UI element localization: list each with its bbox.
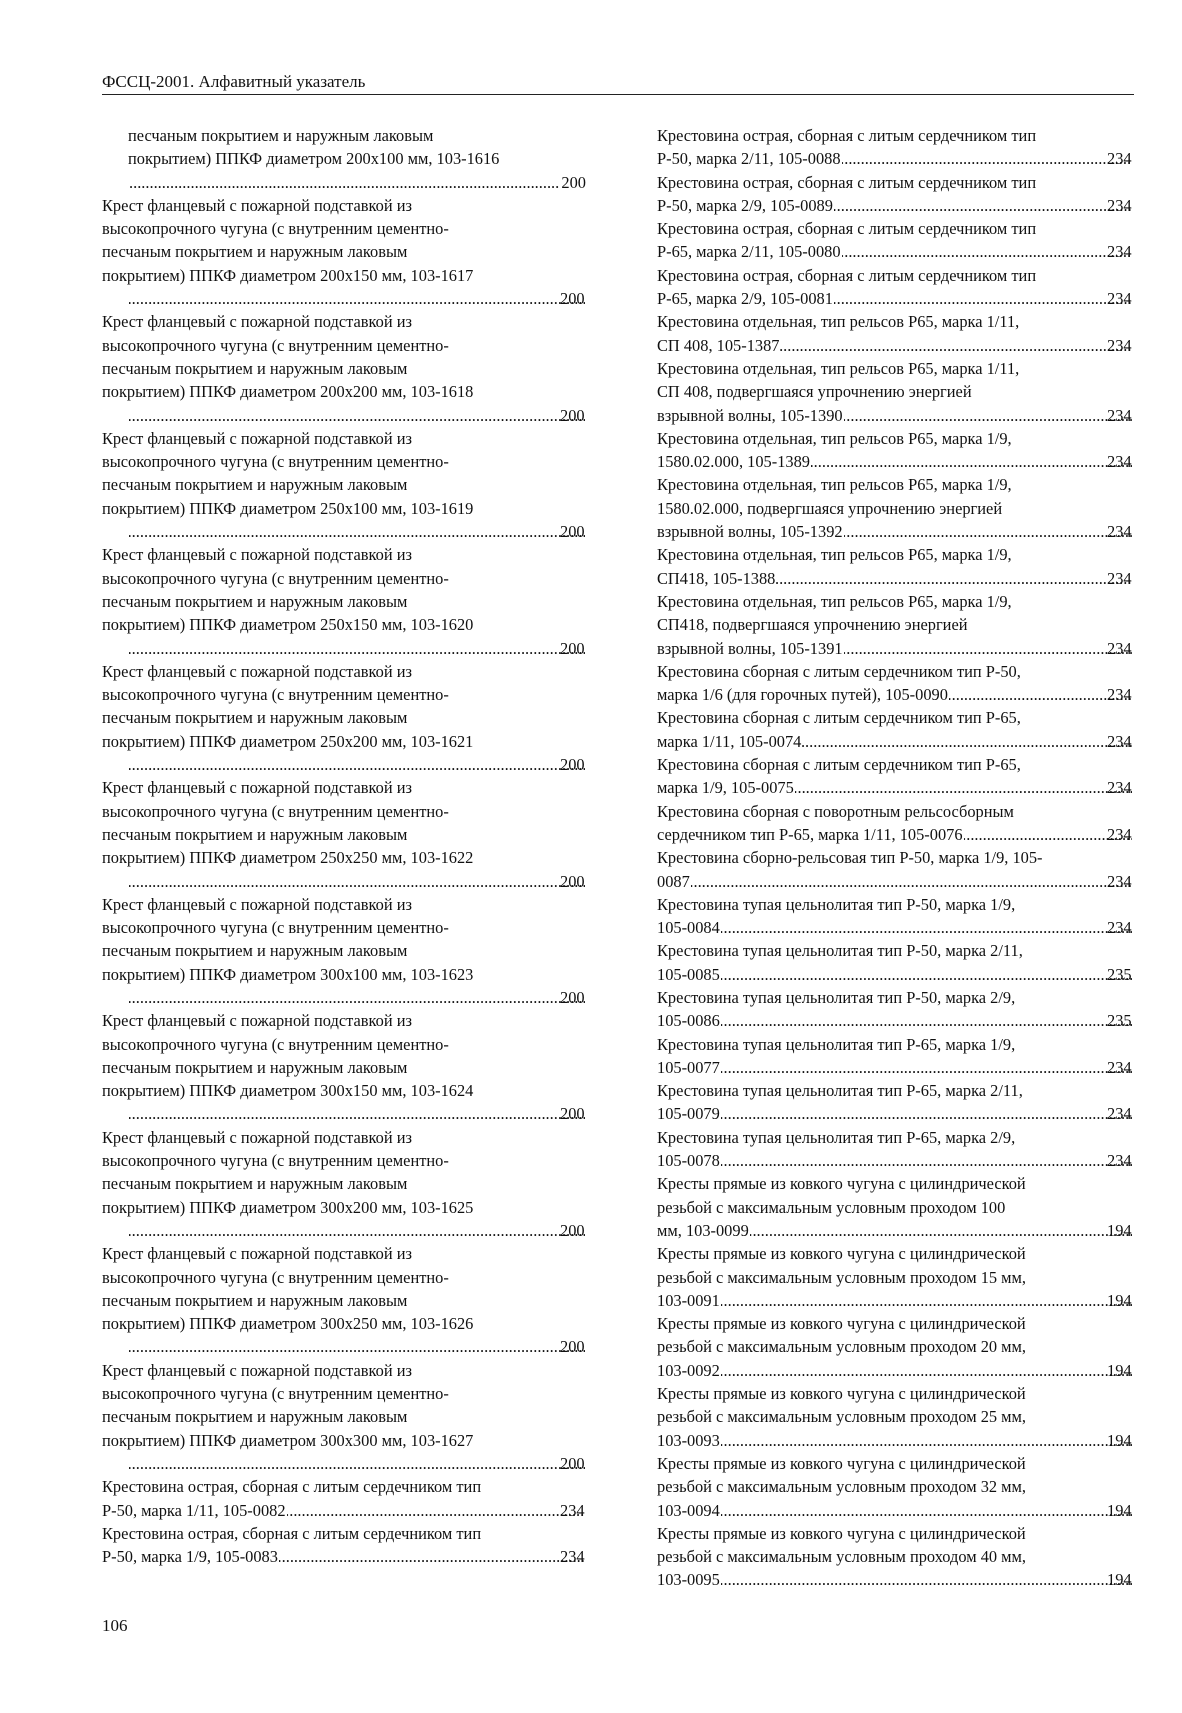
dot-leader [129,753,585,776]
entry-tail-text: взрывной волны, 105-1390 [657,405,843,425]
dot-leader [721,1102,1132,1125]
index-entry [657,800,1133,847]
entry-tail-text: 1580.02.000, 105-1389 [657,452,810,472]
entry-tail-text: 103-0091 [657,1290,720,1310]
entry-line: покрытием) ППКФ диаметром 300х100 мм, 103-1623 [102,964,474,984]
entry-line: песчаным покрытием и наружным лаковым [102,475,408,495]
entry-tail-text: 103-0095 [657,1570,720,1590]
entry-leader-line: 105-0086 ..... 235 [683,1009,1133,1032]
entry-line: Кресты прямые из ковкого чугуна с цилиндрической [657,1174,1026,1194]
entry-tail-text: Р-65, марка 2/11, 105-0080 [657,242,841,262]
dot-leader [834,287,1132,310]
entry-line: Крестовина отдельная, тип рельсов Р65, марка 1/9, [657,475,1012,495]
entry-line: Крест фланцевый с пожарной подставкой из [102,428,412,448]
dot-leader [721,916,1132,939]
entry-tail-text: Р-50, марка 1/11, 105-0082 [102,1500,286,1520]
entry-leader-line: Р-65, марка 2/9, 105-0081 ..... 234 [683,287,1133,310]
index-entry [657,264,1133,311]
index-entry [657,893,1133,940]
entry-line: высокопрочного чугуна (с внутренним цементно- [102,219,449,239]
entry-line: высокопрочного чугуна (с внутренним цементно- [102,801,449,821]
entry-line: покрытием) ППКФ диаметром 200х100 мм, 103-1616 [128,149,500,169]
index-entry [657,473,1133,543]
entry-leader-line: сердечником тип Р-65, марка 1/11, 105-0076 ..... 234 [683,823,1133,846]
index-entry [102,1009,586,1125]
entry-line: Крестовина сборная с литым сердечником тип Р-50, [657,661,1021,681]
index-entry [657,124,1133,171]
index-entry [102,893,586,1009]
dot-leader [750,1219,1132,1242]
entry-leader-line: ..... 200 [128,870,586,893]
dot-leader [129,520,585,543]
index-entry [657,939,1133,986]
entry-leader-line: марка 1/6 (для горочных путей), 105-0090 ..... 234 [683,683,1133,706]
entry-line: покрытием) ППКФ диаметром 250х150 мм, 103-1620 [102,615,474,635]
entry-tail-text: взрывной волны, 105-1392 [657,522,843,542]
entry-line: высокопрочного чугуна (с внутренним цементно- [102,685,449,705]
entry-leader-line: ..... 200 [128,753,586,776]
dot-leader [776,567,1132,590]
entry-line: песчаным покрытием и наружным лаковым [102,941,408,961]
entry-leader-line: ..... 200 [128,1219,586,1242]
page-title: ФССЦ-2001. Алфавитный указатель [102,72,366,91]
dot-leader [795,776,1132,799]
entry-tail-text: мм, 103-0099 [657,1220,749,1240]
index-entry [657,1079,1133,1126]
page-number: 106 [102,1616,128,1635]
entry-tail-text: марка 1/6 (для горочных путей), 105-0090 [657,685,948,705]
entry-line: резьбой с максимальным условным проходом 100 [657,1197,1006,1217]
dot-leader [691,870,1132,893]
index-entry [657,660,1133,707]
entry-leader-line: ..... 200 [128,1452,586,1475]
entry-leader-line: 103-0092 ..... 194 [683,1359,1133,1382]
entry-line: песчаным покрытием и наружным лаковым [102,242,408,262]
index-entry [102,310,586,426]
entry-line: СП418, подвергшаяся упрочнению энергией [657,615,968,635]
index-entry [657,1312,1133,1382]
entry-leader-line: марка 1/9, 105-0075 ..... 234 [683,776,1133,799]
dot-leader [129,1452,585,1475]
index-entry [657,1172,1133,1242]
dot-leader [949,683,1132,706]
entry-line: резьбой с максимальным условным проходом 20 мм, [657,1337,1027,1357]
dot-leader [129,637,585,660]
entry-tail-text: сердечником тип Р-65, марка 1/11, 105-0076 [657,824,963,844]
entry-leader-line: 103-0095 ..... 194 [683,1568,1133,1591]
entry-line: высокопрочного чугуна (с внутренним цементно- [102,335,449,355]
entry-line: Крест фланцевый с пожарной подставкой из [102,894,412,914]
entry-line: резьбой с максимальным условным проходом 25 мм, [657,1407,1027,1427]
entry-line: покрытием) ППКФ диаметром 300х300 мм, 103-1627 [102,1430,474,1450]
entry-line: Крест фланцевый с пожарной подставкой из [102,312,412,332]
entry-line: Крестовина острая, сборная с литым сердечником тип [102,1523,482,1543]
entry-line: Крестовина острая, сборная с литым сердечником тип [657,172,1037,192]
entry-tail-text: 103-0093 [657,1430,720,1450]
dot-leader [844,637,1132,660]
entry-line: резьбой с максимальным условным проходом 40 мм, [657,1547,1027,1567]
entry-leader-line: Р-50, марка 1/9, 105-0083 ..... 234 [128,1545,586,1568]
entry-line: Крест фланцевый с пожарной подставкой из [102,1011,412,1031]
dot-leader [721,1568,1132,1591]
entry-tail-text: марка 1/9, 105-0075 [657,778,794,798]
entry-leader-line: ..... 200 [128,1102,586,1125]
entry-line: покрытием) ППКФ диаметром 250х200 мм, 103-1621 [102,731,474,751]
dot-leader [129,404,585,427]
page-header [102,72,1134,95]
entry-leader-line: Р-50, марка 2/11, 105-0088 ..... 234 [683,147,1133,170]
index-entry [657,1033,1133,1080]
entry-line: песчаным покрытием и наружным лаковым [102,591,408,611]
dot-leader [129,986,585,1009]
entry-leader-line: ..... 200 [128,404,586,427]
entry-line: Крест фланцевый с пожарной подставкой из [102,1360,412,1380]
entry-leader-line: ..... 200 [128,287,586,310]
index-entry [657,1382,1133,1452]
entry-leader-line: ..... 200 [128,986,586,1009]
dot-leader [721,1056,1132,1079]
index-entry [102,776,586,892]
entry-line: покрытием) ППКФ диаметром 300х200 мм, 103-1625 [102,1197,474,1217]
index-entry [657,217,1133,264]
entry-line: высокопрочного чугуна (с внутренним цементно- [102,1384,449,1404]
dot-leader [721,1149,1132,1172]
entry-line: Крестовина тупая цельнолитая тип Р-65, марка 2/9, [657,1127,1016,1147]
entry-line: Кресты прямые из ковкого чугуна с цилиндрической [657,1384,1026,1404]
entry-line: резьбой с максимальным условным проходом 32 мм, [657,1477,1027,1497]
dot-leader [842,240,1132,263]
dot-leader [279,1545,585,1568]
entry-leader-line: 103-0093 ..... 194 [683,1429,1133,1452]
index-entry [657,590,1133,660]
entry-line: песчаным покрытием и наружным лаковым [102,1174,408,1194]
entry-line: Крестовина тупая цельнолитая тип Р-50, марка 1/9, [657,894,1016,914]
entry-tail-text: 105-0085 [657,964,720,984]
entry-line: песчаным покрытием и наружным лаковым [102,824,408,844]
entry-leader-line: мм, 103-0099 ..... 194 [683,1219,1133,1242]
entry-line: Крестовина сборная с литым сердечником тип Р-65, [657,708,1021,728]
entry-line: Крест фланцевый с пожарной подставкой из [102,1244,412,1264]
entry-line: Крест фланцевый с пожарной подставкой из [102,778,412,798]
entry-line: Крестовина отдельная, тип рельсов Р65, марка 1/11, [657,358,1020,378]
dot-leader [834,194,1132,217]
index-entry [102,1242,586,1358]
entry-tail-text: СП 408, 105-1387 [657,335,780,355]
entry-leader-line: марка 1/11, 105-0074 ..... 234 [683,730,1133,753]
dot-leader [844,520,1132,543]
entry-leader-line: 103-0094 ..... 194 [683,1499,1133,1522]
entry-leader-line: ..... 200 [128,1335,586,1358]
dot-leader [129,171,560,194]
entry-line: покрытием) ППКФ диаметром 250х250 мм, 103-1622 [102,848,474,868]
index-entry [102,427,586,543]
entry-line: Крестовина острая, сборная с литым сердечником тип [657,126,1037,145]
entry-leader-line: 103-0091 ..... 194 [683,1289,1133,1312]
entry-line: Крестовина острая, сборная с литым сердечником тип [657,219,1037,239]
index-column-right [657,124,1133,1592]
entry-line: высокопрочного чугуна (с внутренним цементно- [102,1267,449,1287]
entry-line: высокопрочного чугуна (с внутренним цементно- [102,918,449,938]
index-entry [102,543,586,659]
entry-tail-text: 105-0078 [657,1151,720,1171]
index-column-left [102,124,586,1568]
entry-leader-line: 1580.02.000, 105-1389 ..... 234 [683,450,1133,473]
dot-leader [811,450,1132,473]
entry-leader-line: Р-50, марка 2/9, 105-0089 ..... 234 [683,194,1133,217]
entry-line: покрытием) ППКФ диаметром 300х250 мм, 103-1626 [102,1314,474,1334]
entry-page-number: 200 [561,172,586,192]
entry-tail-text: 103-0092 [657,1360,720,1380]
entry-line: Крест фланцевый с пожарной подставкой из [102,661,412,681]
entry-line: Крестовина тупая цельнолитая тип Р-65, марка 2/11, [657,1081,1023,1101]
entry-line: резьбой с максимальным условным проходом 15 мм, [657,1267,1027,1287]
entry-line: песчаным покрытием и наружным лаковым [102,1057,408,1077]
entry-line: Кресты прямые из ковкого чугуна с цилиндрической [657,1523,1026,1543]
entry-line: песчаным покрытием и наружным лаковым [102,708,408,728]
entry-tail-text: Р-50, марка 1/9, 105-0083 [102,1547,278,1567]
entry-tail-text: 105-0077 [657,1057,720,1077]
entry-line: покрытием) ППКФ диаметром 200х150 мм, 103-1617 [102,265,474,285]
index-entry [657,543,1133,590]
entry-line: Крестовина тупая цельнолитая тип Р-50, марка 2/9, [657,987,1016,1007]
index-entry [657,986,1133,1033]
entry-line: Крестовина сборная с поворотным рельсосборным [657,801,1014,821]
entry-line: покрытием) ППКФ диаметром 300х150 мм, 103-1624 [102,1081,474,1101]
dot-leader [721,963,1132,986]
entry-line: Крестовина отдельная, тип рельсов Р65, марка 1/9, [657,545,1012,565]
entry-leader-line: взрывной волны, 105-1391 ..... 234 [683,637,1133,660]
entry-line: СП 408, подвергшаяся упрочнению энергией [657,382,972,402]
entry-line: высокопрочного чугуна (с внутренним цементно- [102,452,449,472]
index-entry [657,1452,1133,1522]
entry-line: Крест фланцевый с пожарной подставкой из [102,545,412,565]
entry-leader-line: ..... 200 [128,637,586,660]
entry-line: Крестовина тупая цельнолитая тип Р-65, марка 1/9, [657,1034,1016,1054]
index-entry [657,753,1133,800]
entry-leader-line: 0087 ..... 234 [683,870,1133,893]
entry-line: песчаным покрытием и наружным лаковым [102,1407,408,1427]
dot-leader [780,334,1132,357]
entry-tail-text: СП418, 105-1388 [657,568,776,588]
entry-leader-line: 105-0085 ..... 235 [683,963,1133,986]
entry-tail-text: взрывной волны, 105-1391 [657,638,843,658]
entry-tail-text: 103-0094 [657,1500,720,1520]
entry-tail-text: Р-65, марка 2/9, 105-0081 [657,289,833,309]
entry-line: Крестовина отдельная, тип рельсов Р65, марка 1/11, [657,312,1020,332]
entry-line: Крестовина отдельная, тип рельсов Р65, марка 1/9, [657,591,1012,611]
index-entry [102,1522,586,1569]
index-entry [102,1126,586,1242]
entry-line: Кресты прямые из ковкого чугуна с цилиндрической [657,1314,1026,1334]
index-entry [102,1359,586,1475]
entry-tail-text: марка 1/11, 105-0074 [657,731,802,751]
entry-tail-text: 105-0079 [657,1104,720,1124]
entry-line: Крест фланцевый с пожарной подставкой из [102,195,412,215]
entry-leader-line: Р-50, марка 1/11, 105-0082 ..... 234 [128,1499,586,1522]
entry-tail-text: Р-50, марка 2/11, 105-0088 [657,149,841,169]
dot-leader [721,1429,1132,1452]
entry-line: Крестовина сборная с литым сердечником тип Р-65, [657,755,1021,775]
dot-leader [129,1102,585,1125]
entry-line: Кресты прямые из ковкого чугуна с цилиндрической [657,1453,1026,1473]
index-entry [657,171,1133,218]
index-entry [657,1242,1133,1312]
index-entry [657,1522,1133,1592]
entry-tail-text: 105-0086 [657,1011,720,1031]
index-entry [657,706,1133,753]
entry-tail-text: Р-50, марка 2/9, 105-0089 [657,195,833,215]
index-entry [102,194,586,310]
entry-line: Крест фланцевый с пожарной подставкой из [102,1127,412,1147]
dot-leader [129,1335,585,1358]
dot-leader [287,1499,585,1522]
entry-leader-line: 105-0079 ..... 234 [683,1102,1133,1125]
entry-line: Кресты прямые из ковкого чугуна с цилиндрической [657,1244,1026,1264]
entry-leader-line: СП 408, 105-1387 ..... 234 [683,334,1133,357]
entry-line: высокопрочного чугуна (с внутренним цементно- [102,1034,449,1054]
entry-line: Крестовина сборно-рельсовая тип Р-50, марка 1/9, 105- [657,848,1043,868]
index-entry [102,124,586,194]
index-entry [102,1475,586,1522]
entry-line: Крестовина отдельная, тип рельсов Р65, марка 1/9, [657,428,1012,448]
dot-leader [129,1219,585,1242]
entry-line: покрытием) ППКФ диаметром 250х100 мм, 103-1619 [102,498,474,518]
entry-leader-line: 105-0084 ..... 234 [683,916,1133,939]
entry-line: Крестовина острая, сборная с литым сердечником тип [657,265,1037,285]
dot-leader [721,1289,1132,1312]
entry-tail-text: 105-0084 [657,918,720,938]
dot-leader [721,1499,1132,1522]
entry-line: песчаным покрытием и наружным лаковым [102,1290,408,1310]
entry-line: покрытием) ППКФ диаметром 200х200 мм, 103-1618 [102,382,474,402]
entry-line: высокопрочного чугуна (с внутренним цементно- [102,568,449,588]
dot-leader [721,1359,1132,1382]
entry-line: высокопрочного чугуна (с внутренним цементно- [102,1151,449,1171]
index-entry [657,357,1133,427]
dot-leader [802,730,1132,753]
entry-leader-line: взрывной волны, 105-1390 ..... 234 [683,404,1133,427]
dot-leader [721,1009,1132,1032]
entry-line: Крестовина острая, сборная с литым сердечником тип [102,1477,482,1497]
entry-leader-line: Р-65, марка 2/11, 105-0080 ..... 234 [683,240,1133,263]
entry-leader-line [128,171,586,194]
entry-leader-line: ..... 200 [128,520,586,543]
dot-leader [844,404,1132,427]
entry-leader-line: взрывной волны, 105-1392 ..... 234 [683,520,1133,543]
index-entry [657,427,1133,474]
entry-tail-text: 0087 [657,871,690,891]
index-entry [657,1126,1133,1173]
entry-line: Крестовина тупая цельнолитая тип Р-50, марка 2/11, [657,941,1023,961]
entry-leader-line: СП418, 105-1388 ..... 234 [683,567,1133,590]
index-entry [657,846,1133,893]
dot-leader [129,287,585,310]
entry-leader-line: 105-0078 ..... 234 [683,1149,1133,1172]
index-entry [657,310,1133,357]
entry-line: песчаным покрытием и наружным лаковым [128,126,434,145]
dot-leader [129,870,585,893]
entry-leader-line: 105-0077 ..... 234 [683,1056,1133,1079]
entry-line: 1580.02.000, подвергшаяся упрочнению энергией [657,498,1003,518]
index-entry [102,660,586,776]
entry-line: песчаным покрытием и наружным лаковым [102,358,408,378]
dot-leader [842,147,1132,170]
